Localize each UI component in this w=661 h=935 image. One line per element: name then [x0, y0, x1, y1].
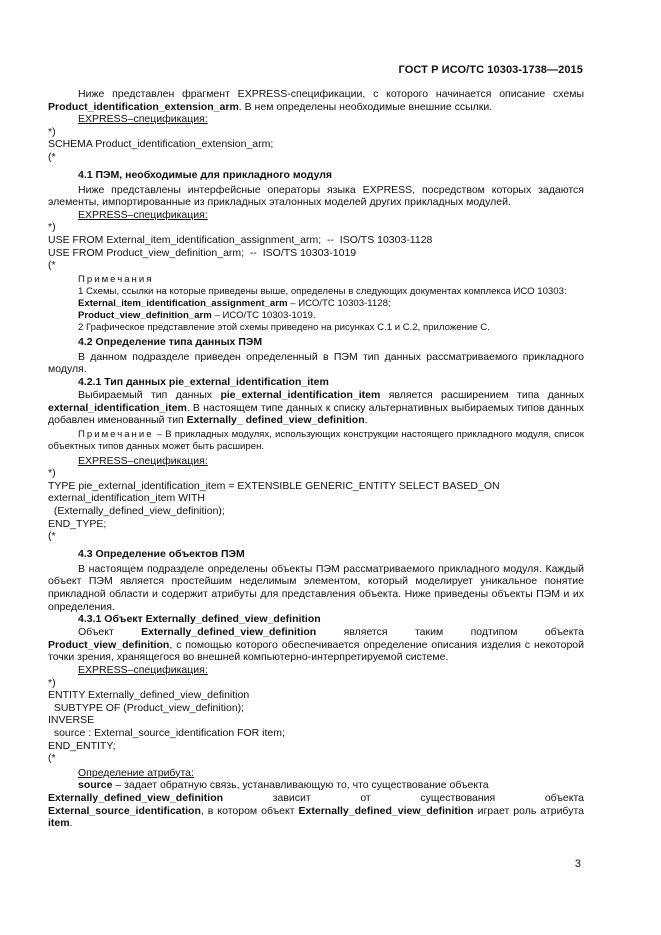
- code-line: END_TYPE;: [48, 517, 107, 530]
- code-line: ENTITY Externally_defined_view_definition: [48, 689, 250, 702]
- note-section-4-2-1: Примечание – В прикладных модулях, использующих конструкции настоящего прикладного модуля, список объектных типов данных может быть расширен.: [48, 428, 584, 452]
- code-line: SUBTYPE OF (Product_view_definition);: [48, 701, 245, 714]
- code-line: *): [48, 125, 56, 138]
- express-label: EXPRESS–спецификация:: [78, 113, 208, 126]
- subsection-heading-4-3-1: 4.3.1 Объект Externally_defined_view_definition: [78, 613, 321, 626]
- section-4-3-paragraph: В настоящем подразделе определены объекты ПЭМ рассматриваемого прикладного модуля. Каждый объект ПЭМ является простейшим неделимым элементом, который моделирует уникальное понятие прикладной области и содержит атрибуты для представления объекта. Ниже приведены объекты ПЭМ и их определения.: [48, 562, 584, 613]
- code-line: USE FROM Product_view_definition_arm; -- ISO/TS 10303-1019: [48, 246, 357, 259]
- section-heading-4-3: 4.3 Определение объектов ПЭМ: [78, 547, 245, 560]
- code-line: (*: [48, 752, 56, 765]
- section-4-2-paragraph: В данном подразделе приведен определенный в ПЭМ тип данных рассматриваемого прикладного модуля.: [48, 350, 584, 376]
- note-1-item-b: Product_view_definition_arm – ИСО/ТС 10303-1019.: [78, 309, 316, 321]
- code-line: END_ENTITY;: [48, 739, 116, 752]
- code-line: (*: [48, 530, 56, 543]
- code-line: (Externally_defined_view_definition);: [48, 505, 225, 518]
- section-heading-4-2: 4.2 Определение типа данных ПЭМ: [78, 335, 263, 348]
- note-1-item-a: External_item_identification_assignment_arm – ИСО/ТС 10303-1128;: [78, 297, 391, 309]
- intro-paragraph: Ниже представлен фрагмент EXPRESS-спецификации, с которого начинается описание схемы Product_identification_extension_arm. В нем определены необходимые внешние ссылки.: [48, 88, 584, 113]
- attribute-source-line-3: External_source_identification, в котором объект Externally_defined_view_definition играет роль атрибута item.: [48, 804, 584, 830]
- document-header: ГОСТ Р ИСО/ТС 10303-1738—2015: [398, 64, 583, 76]
- attribute-definition-label: Определение атрибута:: [78, 766, 194, 779]
- subsection-heading-4-2-1: 4.2.1 Тип данных pie_external_identification_item: [78, 375, 329, 388]
- code-line: TYPE pie_external_identification_item = EXTENSIBLE GENERIC_ENTITY SELECT BASED_ON: [48, 479, 500, 492]
- note-1: 1 Схемы, ссылки на которые приведены выше, определены в следующих документах комплекса ИСО 10303:: [78, 285, 567, 297]
- code-line: INVERSE: [48, 714, 95, 727]
- code-line: *): [48, 467, 56, 480]
- section-4-3-1-line-1: Объект Externally_defined_view_definition является таким подтипом объекта: [78, 626, 584, 639]
- page-number: 3: [574, 858, 581, 870]
- code-line: (*: [48, 259, 56, 272]
- code-line: (*: [48, 150, 56, 163]
- section-4-1-paragraph: Ниже представлены интерфейсные операторы языка EXPRESS, посредством которых задаются элементы, импортированные из прикладных эталонных моделей других прикладных модулей.: [48, 183, 584, 209]
- code-line: external_identification_item WITH: [48, 492, 205, 505]
- code-line: SCHEMA Product_identification_extension_arm;: [48, 138, 274, 151]
- code-line: *): [48, 676, 56, 689]
- section-heading-4-1: 4.1 ПЭМ, необходимые для прикладного модуля: [78, 168, 333, 181]
- notes-label: Примечания: [78, 273, 154, 285]
- express-label: EXPRESS–спецификация:: [78, 208, 208, 221]
- note-2: 2 Графическое представление этой схемы приведено на рисунках С.1 и С.2, приложение С.: [78, 321, 490, 333]
- express-label: EXPRESS–спецификация:: [78, 664, 208, 676]
- express-label: EXPRESS–спецификация:: [78, 454, 208, 467]
- attribute-source-line-2: Externally_defined_view_definition зависит от существования объекта: [48, 791, 584, 804]
- section-4-2-1-paragraph: Выбираемый тип данных pie_external_identification_item является расширением типа данных external_identification_item. В настоящем типе данных к списку альтернативных выбираемых типов данных добавлен именованный тип Externally_ defined_view_definition.: [48, 388, 584, 427]
- code-line: *): [48, 221, 56, 234]
- code-line: USE FROM External_item_identification_assignment_arm; -- ISO/TS 10303-1128: [48, 233, 433, 246]
- page-content: [48, 88, 584, 830]
- code-line: source : External_source_identification FOR item;: [48, 726, 285, 739]
- section-4-3-1-paragraph: Product_view_definition, с помощью которого обеспечивается определение описания изделия с некоторой точки зрения, хранящегося во внешней компьютерно-интерпретируемой системе.: [48, 638, 584, 664]
- attribute-source-line-1: source – задает обратную связь, устанавливающую то, что существование объекта: [78, 779, 489, 792]
